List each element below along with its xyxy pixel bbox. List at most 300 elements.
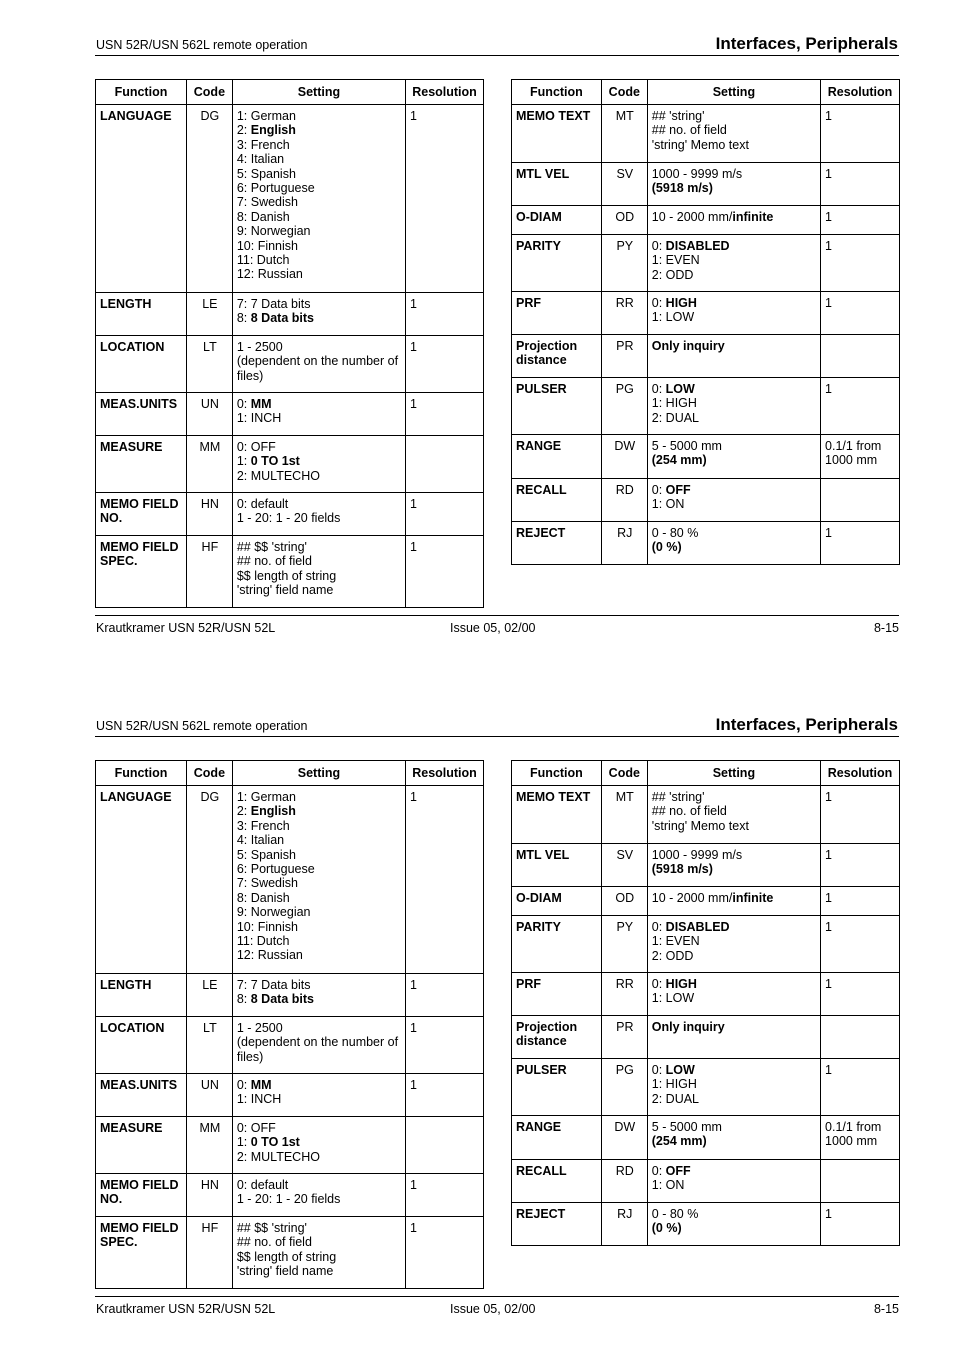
setting-line <box>652 123 817 137</box>
cell-resolution: 1 <box>821 292 900 335</box>
cell-setting <box>232 786 405 974</box>
cell-resolution: 1 <box>406 336 484 393</box>
cell-function: RECALL <box>512 479 602 522</box>
setting-text: ## $$ 'string' <box>236 1221 307 1235</box>
setting-text: 8 Data bits <box>250 311 314 326</box>
cell-function: MEAS.UNITS <box>96 393 187 436</box>
cell-code: SV <box>601 163 647 206</box>
setting-text: 1: ON <box>651 497 685 512</box>
setting-line <box>237 511 402 525</box>
footer-rule <box>95 1296 899 1297</box>
table-row <box>512 522 900 565</box>
footer-page-number: 8-15 <box>873 1302 899 1316</box>
cell-resolution: 1 <box>821 378 900 435</box>
setting-text: 8: Danish <box>236 890 290 905</box>
setting-text: HIGH <box>665 296 697 310</box>
setting-line <box>237 583 402 597</box>
setting-text: 3: French <box>236 137 290 152</box>
table-row <box>512 435 900 479</box>
setting-text: 0: <box>651 483 666 497</box>
cell-setting <box>647 844 820 887</box>
setting-line <box>237 1178 402 1192</box>
table-row <box>96 1174 484 1217</box>
cell-code: RR <box>601 973 647 1016</box>
column-header-function: Function <box>96 80 187 105</box>
table-row <box>96 536 484 608</box>
setting-line <box>237 454 402 468</box>
cell-code: LE <box>186 293 232 336</box>
setting-text: English <box>250 804 296 819</box>
cell-code: OD <box>601 206 647 235</box>
setting-text: 2: <box>236 123 251 138</box>
setting-line <box>652 1020 817 1034</box>
cell-code: RD <box>601 479 647 522</box>
cell-function: PARITY <box>512 916 602 973</box>
setting-line <box>652 949 817 963</box>
cell-code: HN <box>186 1174 232 1217</box>
table-row <box>512 1203 900 1246</box>
setting-line <box>652 1207 817 1221</box>
setting-line <box>237 354 402 383</box>
cell-code: UN <box>186 393 232 436</box>
table-row <box>512 235 900 292</box>
cell-function: Projection distance <box>512 1016 602 1059</box>
setting-text: 1: German <box>236 790 296 804</box>
setting-text: 'string' field name <box>236 1264 334 1279</box>
setting-text: ## no. of field <box>236 554 312 569</box>
cell-code: RJ <box>601 522 647 565</box>
cell-resolution: 1 <box>821 163 900 206</box>
setting-line <box>237 297 402 311</box>
setting-text: 0: <box>651 382 666 396</box>
table-row <box>512 786 900 844</box>
setting-text: (dependent on the number of files) <box>236 354 399 383</box>
table-row <box>512 844 900 887</box>
setting-line <box>652 483 817 497</box>
setting-line <box>652 167 817 181</box>
setting-text: OFF <box>665 1164 691 1178</box>
table-row <box>512 1016 900 1059</box>
table-row <box>96 1074 484 1117</box>
cell-resolution: 1 <box>406 974 484 1017</box>
cell-code: PG <box>601 1059 647 1116</box>
setting-text: 5: Spanish <box>236 166 296 181</box>
setting-text: 1 - 2500 <box>236 1021 283 1035</box>
setting-text: 8: <box>236 311 251 326</box>
cell-function: RANGE <box>512 1116 602 1160</box>
setting-line <box>237 440 402 454</box>
setting-line <box>237 1135 402 1149</box>
cell-resolution: 1 <box>406 536 484 608</box>
column-header-function: Function <box>96 761 187 786</box>
setting-line <box>237 1078 402 1092</box>
setting-text: 6: Portuguese <box>236 181 315 196</box>
parameter-table-right <box>511 79 900 565</box>
cell-setting <box>232 393 405 436</box>
cell-function: MEMO TEXT <box>512 105 602 163</box>
setting-text: 5 - 5000 mm <box>651 439 722 453</box>
cell-code: HN <box>186 493 232 536</box>
setting-text: 5 - 5000 mm <box>651 1120 722 1134</box>
setting-line <box>237 905 402 919</box>
footer-rule <box>95 615 899 616</box>
cell-function: MEMO FIELD NO. <box>96 1174 187 1217</box>
parameter-table-right <box>511 760 900 1246</box>
cell-resolution <box>821 1016 900 1059</box>
cell-resolution: 1 <box>821 844 900 887</box>
setting-text: 1: German <box>236 109 296 123</box>
cell-resolution <box>406 436 484 493</box>
column-header-setting: Setting <box>647 80 820 105</box>
setting-text: infinite <box>732 891 774 905</box>
cell-resolution <box>821 479 900 522</box>
table-row <box>96 336 484 393</box>
setting-line <box>237 1192 402 1206</box>
cell-code: PR <box>601 1016 647 1059</box>
cell-setting <box>647 1203 820 1246</box>
cell-code: PG <box>601 378 647 435</box>
setting-line <box>237 109 402 123</box>
cell-setting <box>647 163 820 206</box>
setting-line <box>652 396 817 410</box>
cell-code: DG <box>186 105 232 293</box>
setting-line <box>652 891 817 905</box>
cell-setting <box>232 536 405 608</box>
setting-line <box>237 819 402 833</box>
setting-text: 10: Finnish <box>236 238 298 253</box>
setting-text: 0: default <box>236 497 289 511</box>
setting-text: 1: EVEN <box>651 934 700 949</box>
setting-line <box>652 862 817 876</box>
setting-text: 'string' field name <box>236 583 334 598</box>
cell-code: LT <box>186 336 232 393</box>
column-header-code: Code <box>186 761 232 786</box>
setting-line <box>652 411 817 425</box>
setting-text: 11: Dutch <box>236 934 290 949</box>
cell-function: O-DIAM <box>512 206 602 235</box>
setting-text: (0 %) <box>651 540 682 555</box>
setting-text: infinite <box>732 210 774 224</box>
setting-text: 1: HIGH <box>651 396 697 411</box>
footer-center: Issue 05, 02/00 <box>450 1302 536 1316</box>
setting-text: 1: ON <box>651 1178 685 1193</box>
setting-line <box>237 397 402 411</box>
setting-line <box>237 1092 402 1106</box>
setting-line <box>652 210 817 224</box>
setting-text: 7: 7 Data bits <box>236 297 311 311</box>
setting-line <box>652 977 817 991</box>
setting-line <box>652 848 817 862</box>
table-row <box>512 916 900 973</box>
setting-line <box>237 411 402 425</box>
setting-text: 3: French <box>236 818 290 833</box>
cell-code: HF <box>186 1217 232 1289</box>
header-rule <box>95 55 899 56</box>
setting-text: 0: <box>651 296 666 310</box>
setting-text: 2: DUAL <box>651 1091 700 1106</box>
table-header-row <box>512 761 900 786</box>
setting-line <box>237 1035 402 1064</box>
setting-line <box>237 920 402 934</box>
cell-setting <box>647 292 820 335</box>
table-row <box>512 378 900 435</box>
column-header-function: Function <box>512 761 602 786</box>
column-header-resolution: Resolution <box>821 80 900 105</box>
cell-setting <box>647 206 820 235</box>
cell-code: HF <box>186 536 232 608</box>
setting-text: 7: Swedish <box>236 195 298 210</box>
cell-code: RR <box>601 292 647 335</box>
setting-text: Only inquiry <box>651 339 725 353</box>
setting-line <box>237 569 402 583</box>
setting-line <box>652 991 817 1005</box>
cell-resolution <box>406 1117 484 1174</box>
setting-text: English <box>250 123 296 138</box>
cell-function: PRF <box>512 973 602 1016</box>
table-row <box>96 974 484 1017</box>
setting-text: 8: <box>236 992 251 1007</box>
setting-text: OFF <box>665 483 691 497</box>
cell-setting <box>647 235 820 292</box>
cell-function: PRF <box>512 292 602 335</box>
setting-line <box>237 992 402 1006</box>
cell-function: MEMO TEXT <box>512 786 602 844</box>
cell-resolution <box>821 1160 900 1203</box>
cell-setting <box>647 887 820 916</box>
cell-setting <box>232 1074 405 1117</box>
cell-setting <box>232 974 405 1017</box>
header-rule <box>95 736 899 737</box>
cell-code: UN <box>186 1074 232 1117</box>
setting-line <box>237 876 402 890</box>
setting-text: 5: Spanish <box>236 847 296 862</box>
column-header-resolution: Resolution <box>821 761 900 786</box>
setting-text: 1 - 20: 1 - 20 fields <box>236 1192 341 1207</box>
setting-line <box>237 181 402 195</box>
setting-text: 0: <box>651 239 666 253</box>
setting-text: (5918 m/s) <box>651 181 713 196</box>
setting-line <box>237 978 402 992</box>
setting-line <box>652 526 817 540</box>
setting-line <box>652 138 817 152</box>
table-row <box>512 163 900 206</box>
page-block <box>0 681 954 1341</box>
setting-line <box>237 790 402 804</box>
table-row <box>96 105 484 293</box>
setting-text: ## no. of field <box>236 1235 312 1250</box>
setting-text: 1 - 2500 <box>236 340 283 354</box>
cell-setting <box>232 336 405 393</box>
setting-line <box>652 253 817 267</box>
table-row <box>96 436 484 493</box>
cell-setting <box>647 973 820 1016</box>
setting-line <box>237 311 402 325</box>
setting-line <box>237 1250 402 1264</box>
table-row <box>512 973 900 1016</box>
setting-line <box>237 167 402 181</box>
cell-resolution: 0.1/1 from 1000 mm <box>821 435 900 479</box>
setting-text: (5918 m/s) <box>651 862 713 877</box>
table-row <box>512 1160 900 1203</box>
setting-text: 2: ODD <box>651 267 694 282</box>
setting-line <box>652 310 817 324</box>
setting-line <box>652 1221 817 1235</box>
footer-left: Krautkramer USN 52R/USN 52L <box>96 621 276 635</box>
cell-resolution: 1 <box>406 293 484 336</box>
setting-line <box>652 920 817 934</box>
setting-line <box>237 862 402 876</box>
setting-line <box>652 339 817 353</box>
page-block <box>0 0 954 660</box>
cell-function: PARITY <box>512 235 602 292</box>
cell-code: MM <box>186 1117 232 1174</box>
cell-function: MTL VEL <box>512 844 602 887</box>
setting-text: 0: <box>236 397 251 411</box>
setting-text: DISABLED <box>665 920 730 934</box>
cell-code: MT <box>601 105 647 163</box>
table-row <box>512 292 900 335</box>
setting-text: LOW <box>665 1063 695 1077</box>
setting-line <box>652 109 817 123</box>
cell-function: LENGTH <box>96 974 187 1017</box>
setting-text: 4: Italian <box>236 152 285 167</box>
cell-function: MEAS.UNITS <box>96 1074 187 1117</box>
setting-text: 0: <box>651 1063 666 1077</box>
cell-function: RANGE <box>512 435 602 479</box>
setting-text: ## 'string' <box>651 109 705 123</box>
setting-line <box>652 296 817 310</box>
cell-function: REJECT <box>512 522 602 565</box>
setting-line <box>237 540 402 554</box>
table-header-row <box>96 761 484 786</box>
setting-text: 12: Russian <box>236 267 303 282</box>
setting-text: 7: 7 Data bits <box>236 978 311 992</box>
setting-text: 12: Russian <box>236 948 303 963</box>
cell-setting <box>232 1017 405 1074</box>
setting-text: 1: <box>236 454 251 469</box>
setting-text: (0 %) <box>651 1221 682 1236</box>
setting-text: 6: Portuguese <box>236 862 315 877</box>
setting-text: ## no. of field <box>651 123 727 138</box>
setting-text: 11: Dutch <box>236 253 290 268</box>
cell-code: LE <box>186 974 232 1017</box>
cell-setting <box>232 1174 405 1217</box>
setting-text: 1000 - 9999 m/s <box>651 848 743 862</box>
setting-text: DISABLED <box>665 239 730 253</box>
setting-line <box>237 934 402 948</box>
cell-resolution: 1 <box>406 393 484 436</box>
table-row <box>512 1059 900 1116</box>
setting-line <box>237 948 402 962</box>
setting-line <box>237 469 402 483</box>
setting-line <box>237 554 402 568</box>
setting-line <box>652 239 817 253</box>
cell-code: PY <box>601 916 647 973</box>
cell-function: MEASURE <box>96 436 187 493</box>
setting-text: 2: ODD <box>651 948 694 963</box>
setting-line <box>652 804 817 818</box>
cell-setting <box>232 493 405 536</box>
setting-text: 1: <box>236 1135 251 1150</box>
setting-line <box>237 152 402 166</box>
cell-resolution: 1 <box>821 522 900 565</box>
setting-line <box>237 891 402 905</box>
setting-text: 0: OFF <box>236 1121 276 1135</box>
cell-resolution: 1 <box>821 206 900 235</box>
header-section-title: Interfaces, Peripherals <box>715 34 898 53</box>
cell-code: PY <box>601 235 647 292</box>
cell-function: MEASURE <box>96 1117 187 1174</box>
cell-setting <box>647 378 820 435</box>
cell-resolution: 1 <box>821 887 900 916</box>
cell-function: MTL VEL <box>512 163 602 206</box>
setting-line <box>237 195 402 209</box>
table-row <box>96 293 484 336</box>
setting-text: ## $$ 'string' <box>236 540 307 554</box>
table-row <box>512 335 900 378</box>
setting-text: $$ length of string <box>236 568 337 583</box>
setting-line <box>237 1021 402 1035</box>
setting-text: 4: Italian <box>236 833 285 848</box>
table-row <box>96 1217 484 1289</box>
table-row <box>96 393 484 436</box>
column-header-code: Code <box>601 80 647 105</box>
setting-text: MM <box>250 1078 272 1092</box>
setting-text: 0: <box>236 1078 251 1092</box>
cell-resolution: 0.1/1 from 1000 mm <box>821 1116 900 1160</box>
cell-code: RJ <box>601 1203 647 1246</box>
setting-line <box>652 540 817 554</box>
setting-text: 2: <box>236 804 251 819</box>
setting-text: 1: HIGH <box>651 1077 697 1092</box>
footer-page-number: 8-15 <box>873 621 899 635</box>
cell-setting <box>647 1160 820 1203</box>
setting-text: Only inquiry <box>651 1020 725 1034</box>
parameter-table-left <box>95 760 484 1289</box>
setting-line <box>652 790 817 804</box>
setting-text: 'string' Memo text <box>651 137 749 152</box>
setting-text: 0: <box>651 977 666 991</box>
footer-center: Issue 05, 02/00 <box>450 621 536 635</box>
setting-text: 1000 - 9999 m/s <box>651 167 743 181</box>
table-row <box>512 105 900 163</box>
cell-code: OD <box>601 887 647 916</box>
table-row <box>96 786 484 974</box>
setting-text: ## no. of field <box>651 804 727 819</box>
setting-line <box>237 123 402 137</box>
cell-resolution: 1 <box>821 1203 900 1246</box>
column-header-resolution: Resolution <box>406 761 484 786</box>
setting-line <box>237 138 402 152</box>
cell-resolution: 1 <box>406 1217 484 1289</box>
setting-text: 10 - 2000 mm/ <box>651 210 733 224</box>
setting-line <box>237 804 402 818</box>
cell-resolution: 1 <box>406 493 484 536</box>
cell-resolution: 1 <box>821 235 900 292</box>
cell-code: SV <box>601 844 647 887</box>
footer-left: Krautkramer USN 52R/USN 52L <box>96 1302 276 1316</box>
table-row <box>512 206 900 235</box>
setting-line <box>652 181 817 195</box>
setting-line <box>652 1092 817 1106</box>
column-header-setting: Setting <box>647 761 820 786</box>
cell-resolution: 1 <box>406 1074 484 1117</box>
setting-text: $$ length of string <box>236 1249 337 1264</box>
table-row <box>96 493 484 536</box>
cell-function: LANGUAGE <box>96 105 187 293</box>
setting-line <box>237 1221 402 1235</box>
cell-setting <box>647 1116 820 1160</box>
